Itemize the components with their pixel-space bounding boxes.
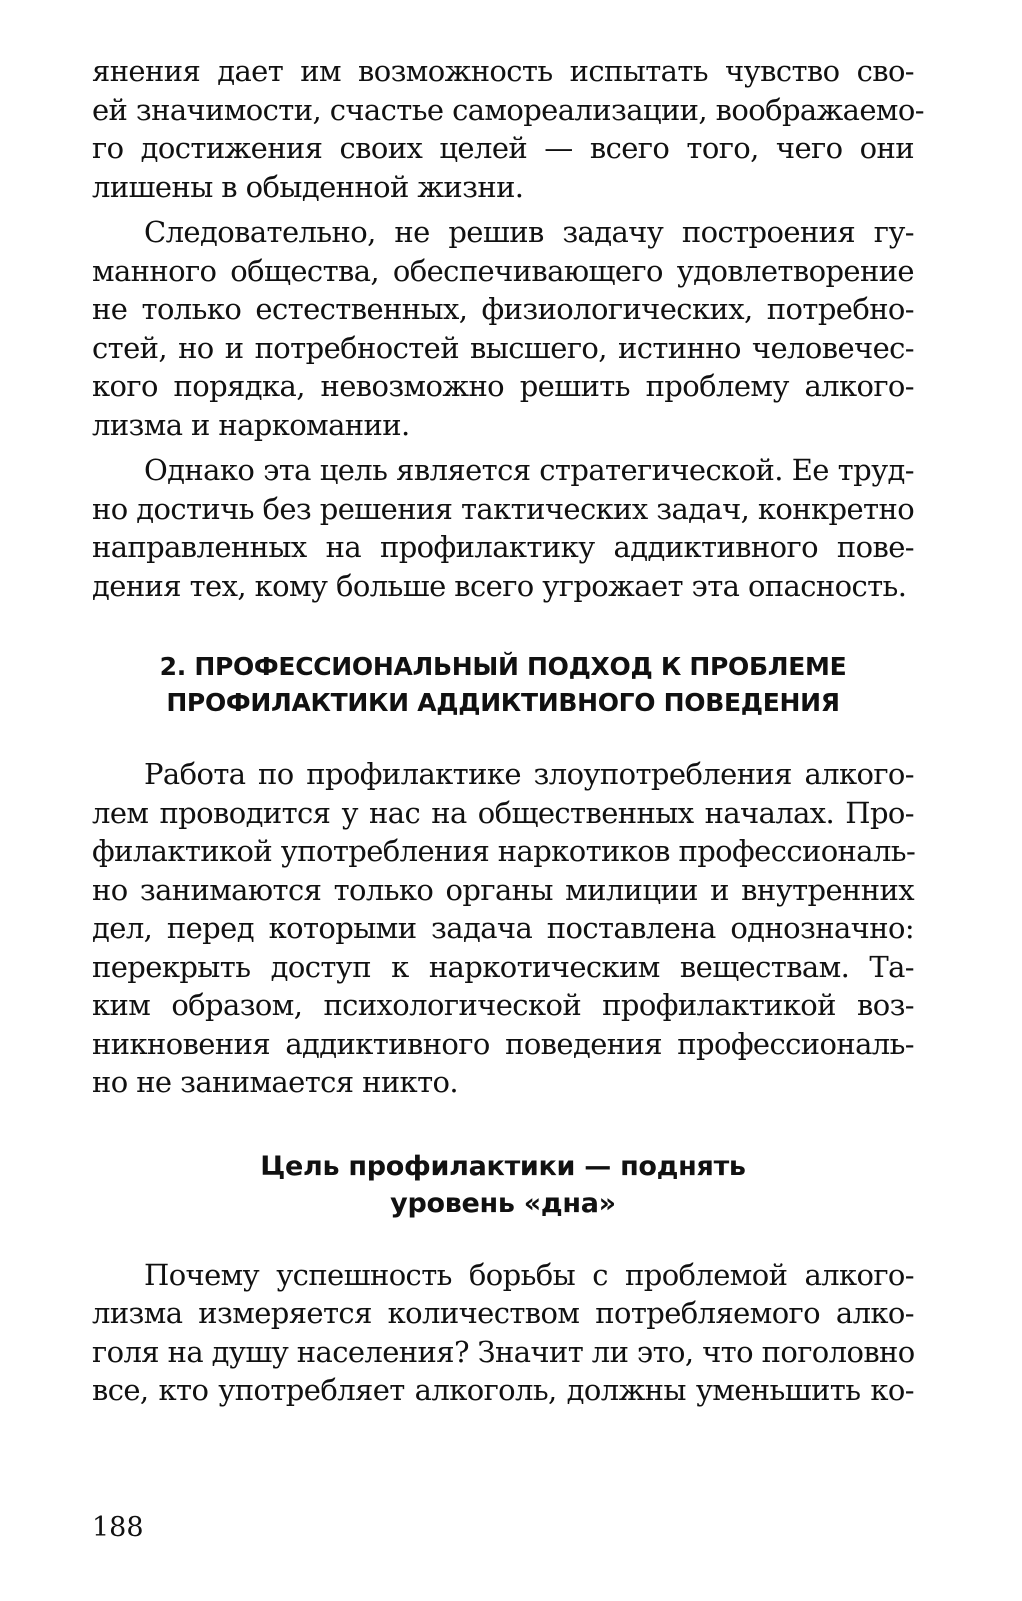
section-heading-line: 2. ПРОФЕССИОНАЛЬНЫЙ ПОДХОД К ПРОБЛЕМЕ [159,652,847,681]
text-line: не только естественных, физиологических, потребно- [92,292,914,326]
text-line: лизма измеряется количеством потребляемого алко- [92,1296,914,1330]
section-heading [92,649,914,721]
text-line: дения тех, кому больше всего угрожает эта опасность. [92,568,907,603]
page-number: 188 [92,1512,144,1543]
text-line: лизма и наркомании. [92,407,410,442]
book-page [92,52,924,1417]
text-line: но достичь без решения тактических задач, конкретно [92,491,915,526]
text-line: стей, но и потребностей высшего, истинно человечес- [92,330,914,365]
paragraph-consequently [92,213,914,444]
text-line: филактикой употребления наркотиков профессиональ- [92,834,916,868]
text-line: но занимаются только органы милиции и внутренних [92,872,914,907]
text-line: Почему успешность борьбы с проблемой алкого- [144,1257,914,1292]
text-line: Следовательно, не решив задачу построения гу- [144,215,914,249]
subsection-heading-line: Цель профилактики — поднять [260,1150,746,1182]
text-line: Однако эта цель является стратегической. Ее труд- [144,453,914,487]
text-line: голя на душу населения? Значит ли это, что поголовно [92,1334,915,1369]
text-line: но не занимается никто. [92,1065,458,1099]
text-line: никновения аддиктивного поведения профессиональ- [92,1026,914,1061]
subsection-heading-line: уровень «дна» [390,1187,616,1219]
text-line: перекрыть доступ к наркотическим веществам. Та- [92,949,914,984]
paragraph-why-success [92,1256,914,1410]
text-line: лем проводится у нас на общественных началах. Про- [92,795,914,830]
section-heading-line: ПРОФИЛАКТИКИ АДДИКТИВНОГО ПОВЕДЕНИЯ [166,688,840,717]
text-line: ей значимости, счастье самореализации, воображаемо- [92,92,924,127]
text-line: ким образом, психологической профилактикой воз- [92,988,914,1022]
text-line: янения дает им возможность испытать чувство сво- [92,54,914,88]
text-line: манного общества, обеспечивающего удовлетворение [92,253,914,288]
text-line: Работа по профилактике злоупотребления алкого- [144,757,914,791]
text-line: дел, перед которыми задача поставлена однозначно: [92,911,914,945]
text-line: все, кто употребляет алкоголь, должны уменьшить ко- [92,1373,914,1407]
text-line: го достижения своих целей — всего того, чего они [92,131,914,165]
text-line: лишены в обыденной жизни. [92,169,524,204]
text-line: направленных на профилактику аддиктивного пове- [92,530,914,564]
paragraph-continuation [92,52,924,206]
paragraph-strategic-goal [92,451,914,605]
paragraph-prevention-work [92,755,914,1102]
text-line: кого порядка, невозможно решить проблему алкого- [92,369,914,403]
subsection-heading [92,1148,914,1222]
